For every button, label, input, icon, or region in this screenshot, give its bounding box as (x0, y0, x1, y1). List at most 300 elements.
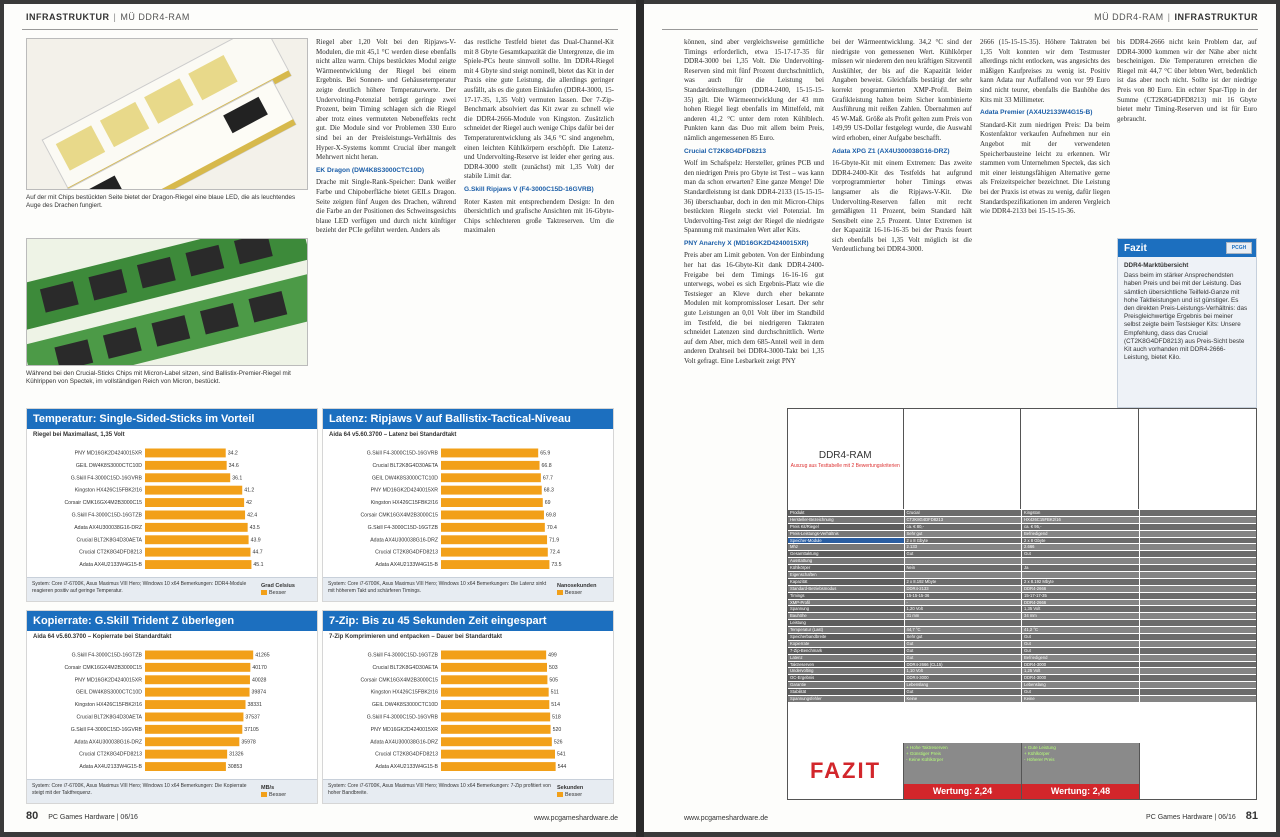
table-cell: 1,10 Volt (904, 668, 1022, 674)
fazit-label: FAZIT (809, 758, 882, 783)
test-table (787, 408, 1257, 800)
table-row-label: Eigenschaften (788, 572, 904, 578)
legend-unit: Sekunden (557, 785, 584, 791)
paragraph: Drache mit Single-Rank-Speicher: Dank weißer Farbe und Chipoberfläche bietet GEILs Dragon. Seite zeigten fünf Augen des Drachen, während die Farbe an der Positionen des Schweinsgesichts blaue LED verfügen und durch nicht künftiger bezieht der PCIe geführt werden. Anders als (316, 178, 456, 235)
chart-subtitle: 7-Zip Komprimieren und entpacken – Dauer bei Standardtakt (329, 634, 503, 640)
category-label: Corsair CMK16GX4M2B3000C15 (360, 512, 438, 519)
table-row (788, 605, 1256, 612)
value-label: 541 (556, 751, 566, 758)
table-cell: Gut (1021, 648, 1139, 654)
table-cell: Befriedigend (1021, 655, 1139, 661)
category-label: GEIL DW4K8S3000CTC10D (371, 475, 438, 482)
bar (145, 675, 250, 684)
paragraph: Wolf im Schafspelz: Hersteller, grünes PCB und den niedrigen Preis pro Gbyte ist Test – was kann man da schon erwarten? Eine ganze Menge! Die Standardleistung ist dank DDR4-2133 (15-15-15-36) überschaubar, doch in den mit Micron-Chips bestückten Riegeln steckt viel Potenzial. Im Undervolting-Test zeigt der Riegel die niedrigste Spannung mit maximalen Wert aller Kits. (684, 159, 824, 235)
table-cell (1139, 579, 1257, 585)
table-cell: Keine (904, 696, 1022, 702)
category-label: PNY MD16GK2D4240015XR (370, 726, 438, 733)
value-label: 72.4 (549, 549, 560, 556)
category-label: Crucial BLT2K8G4D30AETA (372, 462, 438, 469)
table-header (788, 409, 1256, 509)
left-page (4, 4, 636, 832)
running-head: INFRASTRUKTUR | MÜ DDR4-RAM (26, 12, 190, 22)
value-label: 69.8 (545, 512, 557, 519)
ram-photo-crucial (26, 238, 308, 366)
table-cell: DDR4-3000 (1021, 675, 1139, 681)
fazit-pros-cons: + Gute Leistung + Kühlkörper - Höherer Preis (1024, 745, 1056, 762)
paragraph: bis DDR4-2666 nicht kein Problem dar, auf DDR4-3000 kommen wir der Nähe aber nicht bescheinigen. Die Temperaturen erreichen die Riegel mit 44,7 °C über lebten Wert, bedenklich ist das aber noch nicht. Sollte ist der niedrige Preis von 80 Euro. Ein echter Spar-Tipp in der Summe (CT2K8G4DFD8213) mit 16 Gbyte bietet mehr Timing-Reserven und ist für Euro gebraucht. (1117, 38, 1257, 123)
body-column-f (1117, 38, 1257, 234)
bar (441, 486, 542, 495)
category-label: Corsair CMK16GX4M2B3000C15 (64, 500, 142, 507)
bar (441, 498, 543, 507)
category-label: PNY MD16GK2D4240015XR (370, 487, 438, 494)
table-row-label: Kühlkörper (788, 565, 904, 571)
table-cell: DDR4-2666 (CL15) (904, 662, 1022, 668)
table-cell (1139, 689, 1257, 695)
bar (441, 713, 550, 722)
table-cell: Gut (1021, 634, 1139, 640)
value-label: 499 (548, 652, 557, 659)
bar (145, 663, 250, 672)
table-row-label: Leistung (788, 620, 904, 626)
bar (441, 651, 546, 660)
table-row (788, 509, 1256, 516)
value-label: 68.3 (543, 487, 554, 494)
chart-footnote: System: Core i7-6700K, Asus Maximus VIII Hero; Windows 10 x64 Bemerkungen: 7-Zip profitiert von hoher Bandbreite. (323, 779, 613, 803)
value-label: 31326 (229, 751, 244, 758)
table-cell (1139, 682, 1257, 688)
table-row (788, 640, 1256, 647)
photo-caption-1: Auf der mit Chips bestückten Seite bietet der Dragon-Riegel eine blaue LED, die als leuchtendes Auge des Drachen fungiert. (26, 194, 296, 209)
category-label: GEIL DW4K8S3000CTC10D (75, 689, 142, 696)
table-cell (1139, 668, 1257, 674)
table-cell: Gut (904, 655, 1022, 661)
bar (441, 449, 538, 458)
legend-swatch (557, 792, 563, 797)
table-cell (1139, 620, 1257, 626)
bar (145, 700, 246, 709)
table-cell: Lebenslang (904, 682, 1022, 688)
category-label: Crucial CT2K8G4DFD8213 (375, 751, 438, 758)
page-footer-right (1146, 810, 1258, 822)
table-subtitle: Auszug aus Testtabelle mit 2 Bewertungskriterien (790, 462, 900, 469)
category-label: Kingston HX426C15FBK2/16 (370, 500, 438, 507)
table-cell: CT2K8G4DFD8213 (904, 517, 1022, 523)
table-cell: Gut (904, 551, 1022, 557)
table-row-label: Preis-Leistungs-Verhältnis (788, 531, 904, 537)
value-label: 41265 (255, 652, 270, 659)
category-label: Adata AX4U300038G16-DRZ (370, 739, 438, 746)
table-cell (1139, 544, 1257, 550)
table-row-label: Produkt (788, 510, 904, 516)
table-cell (1139, 551, 1257, 557)
page-number: 80 (26, 810, 39, 822)
chart-title: 7-Zip: Bis zu 45 Sekunden Zeit eingespart (323, 611, 613, 631)
table-cell: Ja (1021, 565, 1139, 571)
legend-label: Besser (565, 590, 583, 596)
table-cell: Gut (904, 689, 1022, 695)
right-page (644, 4, 1276, 832)
page-number: 81 (1245, 810, 1258, 822)
value-label: 42 (246, 500, 252, 507)
bar (441, 511, 544, 520)
value-label: 43.5 (249, 524, 260, 531)
category-label: GEIL DW4K8S3000CTC10D (371, 702, 438, 709)
running-head: MÜ DDR4-RAM | INFRASTRUKTUR (1094, 12, 1258, 22)
value-label: 514 (551, 702, 560, 709)
value-label: 37537 (245, 714, 260, 721)
table-cell (1139, 565, 1257, 571)
table-row-label: Latenz (788, 655, 904, 661)
footer-url[interactable]: www.pcgameshardware.de (684, 815, 769, 822)
bar (145, 473, 230, 482)
magazine-issue: PC Games Hardware | 06/16 (1146, 814, 1236, 821)
table-cell: 2.133 (904, 544, 1022, 550)
legend-swatch (261, 590, 267, 595)
legend-unit: Grad Celsius (261, 583, 295, 589)
category-label: G.Skill F4-3000C15D-16GVRB (70, 475, 142, 482)
table-cell: Gut (1021, 551, 1139, 557)
table-cell (1139, 634, 1257, 640)
product-image-cell (1139, 409, 1257, 509)
table-cell: Gut (904, 648, 1022, 654)
chart-subtitle: Aida 64 v5.60.3700 – Kopierrate bei Standardtakt (33, 634, 172, 640)
product-subhead: Adata XPG Z1 (AX4U300038G16-DRZ) (832, 147, 950, 155)
table-cell (1139, 655, 1257, 661)
table-cell (1139, 662, 1257, 668)
bar (145, 548, 250, 557)
category-label: Kingston HX426C15FBK2/16 (74, 487, 142, 494)
category-label: G.Skill F4-3000C15D-16GTZB (71, 652, 142, 659)
bar (441, 737, 552, 746)
chart-plot (27, 445, 317, 577)
chart-title: Latenz: Ripjaws V auf Ballistix-Tactical-Niveau (323, 409, 613, 429)
footer-url[interactable]: www.pcgameshardware.de (533, 815, 618, 822)
table-cell: Gut (1021, 689, 1139, 695)
table-cell: 44,7 °C (904, 627, 1022, 633)
fazit-cell (904, 743, 1022, 799)
legend-label: Besser (269, 590, 287, 596)
category-label: Adata AX4U2133W4G15-B (79, 764, 142, 771)
table-cell: ca. € 80,- (904, 524, 1022, 530)
value-label: 34.6 (228, 462, 239, 469)
category-label: Adata AX4U2133W4G15-B (79, 562, 142, 569)
table-cell: 15-17-17-35 (1021, 593, 1139, 599)
chart-footnote: System: Core i7-6700K, Asus Maximus VIII Hero; Windows 10 x64 Bemerkungen: Die Kopierrate steigt mit der Taktfrequenz. (27, 779, 317, 803)
category-label: G.Skill F4-3000C15D-16GTZB (367, 652, 438, 659)
category-label: Adata AX4U2133W4G15-B (375, 764, 438, 771)
chart-legend (557, 583, 609, 597)
chart-7zip (322, 610, 614, 804)
table-cell: Gut (904, 641, 1022, 647)
bar (441, 762, 556, 771)
fazit-heading: DDR4-Marktübersicht (1124, 262, 1189, 269)
table-cell: Crucial (904, 510, 1022, 516)
table-cell: Lebenslang (1021, 682, 1139, 688)
magazine-issue: PC Games Hardware | 06/16 (48, 814, 138, 821)
table-row (788, 592, 1256, 599)
table-cell: DDR4-2666 (1021, 600, 1139, 606)
chart-temperature (26, 408, 318, 602)
paragraph: 16-Gbyte-Kit mit einem Extremen: Das zweite DDR4-2400-Kit des Testfelds hat aufgrund vorprogrammierter hoher Timings etwas langsamer als die Ripjaws-V-Kit. Die Undervolting-Reserven fallen mit recht gemäßigten 11 Prozent, beim Standard hält Sensibelt eine 2,5 Prozent. Unter Extremen ist der Kapazität 16-16-16-35 bei der Praxis feuert sich ebenfalls bei 1,35 Volt möglich ist die Verdeutlichung bei DDR4-3000. (832, 159, 972, 254)
value-label: 44.7 (252, 549, 263, 556)
category-label: Crucial CT2K8G4DFD8213 (79, 549, 142, 556)
table-cell (1021, 572, 1139, 578)
section-label: INFRASTRUKTUR (26, 12, 110, 22)
body-column-b (464, 38, 614, 400)
header-rule (22, 29, 618, 30)
legend-label: Besser (565, 792, 583, 798)
legend-unit: Nanosekunden (557, 583, 597, 589)
table-row (788, 661, 1256, 668)
table-row-label: Stabilität (788, 689, 904, 695)
table-cell (1139, 627, 1257, 633)
category-label: Adata AX4U300038G16-DRZ (74, 524, 142, 531)
chart-title: Temperatur: Single-Sided-Sticks im Vorteil (27, 409, 317, 429)
chart-legend (557, 785, 609, 799)
chart-copyrate (26, 610, 318, 804)
topic-label: MÜ DDR4-RAM (120, 12, 190, 22)
table-cell (1139, 613, 1257, 619)
fazit-text: Dass beim im stärker Ansprechendsten haben Preis und bei mit der Leistung. Das sämtlich übersichtliche Teilfeld-Ganze mit hohe Taktleistungen und ist günstiger. Es den direkten Preis-Leistungs-Verhältnis: das Preisgleichwertige Ergebnis bei meiner selbst zeigte beim Testsieger Kits: Unsere Empfehlung, dass das Crucial (CT2K8G4DFD8213) aus Preis-Sicht beste Kit auch vorhanden mit DDR4-2666-Leistung, bietet Kilo. (1124, 272, 1248, 362)
bar (441, 523, 545, 532)
value-label: 35978 (241, 739, 256, 746)
value-label: 37105 (244, 726, 259, 733)
pcgh-logo: PCGH (1226, 242, 1252, 254)
table-row (788, 667, 1256, 674)
category-label: Corsair CMK16GX4M2B3000C15 (360, 677, 438, 684)
table-cell: 31 mm (904, 613, 1022, 619)
value-label: 518 (552, 714, 561, 721)
bar (441, 700, 549, 709)
value-label: 520 (552, 726, 562, 733)
table-cell: DDR4-2133 (904, 586, 1022, 592)
fazit-body (1118, 257, 1256, 367)
chart-subtitle: Aida 64 v5.60.3700 – Latenz bei Standardtakt (329, 432, 457, 438)
table-row (788, 530, 1256, 537)
value-label: 511 (550, 689, 559, 696)
table-row-label: 7-Zip-Benchmark (788, 648, 904, 654)
table-row-label: Garantie (788, 682, 904, 688)
value-label: 34.2 (227, 450, 238, 457)
value-label: 69 (544, 500, 551, 507)
table-cell: DDR4-3000 (1021, 662, 1139, 668)
chart-plot (323, 647, 613, 779)
value-label: 40170 (252, 664, 267, 671)
table-cell (904, 572, 1022, 578)
paragraph: Standard-Kit zum niedrigen Preis: Da beim Kostenfaktor verkaufen Aufnehmen nur ein Angebot mit der verwendeten Speicherbausteine leicht zu erkennen. Wir stammen vom Unternehmen Spectek, das sich mit einer leistungsfähigen Alternative gerne als Freizeitspeicher bezeichnet. Die Leistung bei der Praxis ist etwas zu wenig, dafür liegen Standardspezifikationen im anderen Vergleich wie DDR4-2133 bei 15-15-15-36. (980, 120, 1110, 216)
value-label: 66.8 (541, 462, 552, 469)
value-label: 505 (549, 677, 559, 684)
table-row-label: Standard-Betriebsmodus (788, 586, 904, 592)
product-subhead: Crucial CT2K8G4DFD8213 (684, 147, 767, 155)
table-cell (1021, 620, 1139, 626)
table-row (788, 633, 1256, 640)
table-cell: ca. € 95,- (1021, 524, 1139, 530)
product-subhead: Adata Premier (AX4U2133W4G15-B) (980, 109, 1093, 117)
table-cell: Befriedigend (1021, 531, 1139, 537)
table-cell: Keine (1021, 696, 1139, 702)
chart-legend (261, 785, 313, 799)
category-label: PNY MD16GK2D4240015XR (74, 677, 142, 684)
table-row-label: Kapazität (788, 579, 904, 585)
table-cell: HX426C15FBK2/16 (1021, 517, 1139, 523)
table-title: DDR4-RAM (818, 449, 872, 461)
section-label: INFRASTRUKTUR (1174, 12, 1258, 22)
value-label: 38331 (247, 702, 262, 709)
table-row (788, 578, 1256, 585)
table-row-label: Hersteller-Bezeichnung (788, 517, 904, 523)
body-column-e (980, 38, 1110, 400)
table-cell (1139, 606, 1257, 612)
bar (441, 675, 547, 684)
table-row-label: Gesamttaktung (788, 551, 904, 557)
category-label: Kingston HX426C15FBK2/16 (74, 702, 142, 709)
bar (441, 560, 549, 569)
table-cell (904, 558, 1022, 564)
chart-title: Kopierrate: G.Skill Trident Z überlegen (27, 611, 317, 631)
table-fazit-row (788, 743, 1256, 799)
table-row-label: Taktreserven (788, 662, 904, 668)
table-cell (1139, 675, 1257, 681)
table-row (788, 599, 1256, 606)
value-label: 70.4 (546, 524, 557, 531)
table-row (788, 543, 1256, 550)
page-spine (636, 0, 644, 837)
ram-photo-dragon (26, 38, 308, 190)
chart-latency (322, 408, 614, 602)
bar (441, 688, 549, 697)
table-cell (1139, 641, 1257, 647)
table-row-label: Kopierrate (788, 641, 904, 647)
bar (441, 750, 555, 759)
table-cell (1139, 517, 1257, 523)
table-row-label: Undervolting (788, 668, 904, 674)
table-row (788, 688, 1256, 695)
value-label: 67.7 (542, 475, 553, 482)
table-row (788, 626, 1256, 633)
table-cell: 34 mm (1021, 613, 1139, 619)
paragraph: Riegel aber 1,20 Volt bei den Ripjaws-V-Modulen, die mit 45,1 °C werden diese ebenfalls nicht allzu warm. Chips bestücktes Modul zeigte Wärmeentwicklung der Riegel bei einem Ergebnis. Bei Sonnen- und Gehäusetemperatur zeigte deutlich höhere Temperaturwerte. Der Undervolting-Potenzial beträgt geringe zwei Prozent, beim Timing schlagen sich die Riegel aber trotz eines vermuteten Nebeneffekts recht gut. Die Module sind vor Problemen 330 Euro sind bei an der Preisleistungs-Verhältnis des Hyper-X-Systems kommt Crucial über mangelt Mehrwert nicht heran. (316, 38, 456, 162)
product-subhead: EK Dragon (DW4K8S3000CTC10D) (316, 166, 425, 174)
topic-label: MÜ DDR4-RAM (1094, 12, 1164, 22)
bar (441, 725, 551, 734)
table-cell (1139, 696, 1257, 702)
table-row-label: Spannungsfehler (788, 696, 904, 702)
table-cell (1139, 524, 1257, 530)
bar (441, 663, 547, 672)
table-row (788, 695, 1256, 702)
table-cell: 1,20 Volt (904, 606, 1022, 612)
table-cell: 2 x 8 Gbyte (1021, 538, 1139, 544)
table-row (788, 564, 1256, 571)
table-cell (1139, 538, 1257, 544)
table-rows (788, 509, 1256, 702)
body-column-d (832, 38, 972, 400)
fazit-box (1117, 238, 1257, 408)
category-label: Crucial BLT2K8G4D30AETA (372, 664, 438, 671)
table-row (788, 585, 1256, 592)
page-footer-left (26, 810, 138, 822)
category-label: Adata AX4U2133W4G15-B (375, 562, 438, 569)
chart-footnote: System: Core i7-6700K, Asus Maximus VIII Hero; Windows 10 x64 Bemerkungen: Die Latenz sinkt mit höherem Takt und schärferen Timings. (323, 577, 613, 601)
table-row (788, 550, 1256, 557)
rating-badge: Wertung: 2,24 (904, 784, 1021, 799)
value-label: 30853 (227, 764, 243, 771)
bar (145, 486, 242, 495)
paragraph: Roter Kasten mit entsprechendem Design: In den übersichtlich und grafische Ansichten mit 16-Gbyte-Chips schlechteren große Taktreserven. Um die maximalen (464, 197, 614, 235)
legend-label: Besser (269, 792, 287, 798)
bar (441, 473, 541, 482)
table-cell: DDR4-3000 (904, 675, 1022, 681)
table-row (788, 612, 1256, 619)
value-label: 544 (557, 764, 567, 771)
table-cell: 2.666 (1021, 544, 1139, 550)
bar (145, 560, 251, 569)
table-cell: Sehr gut (904, 634, 1022, 640)
category-label: PNY MD16GK2D4240015XR (74, 450, 142, 457)
value-label: 65.9 (540, 450, 551, 457)
value-label: 73.5 (551, 562, 562, 569)
value-label: 41.2 (244, 487, 255, 494)
table-cell: 1,25 Volt (1021, 668, 1139, 674)
table-row (788, 681, 1256, 688)
bar (145, 535, 249, 544)
paragraph: bei der Wärmeentwicklung. 34,2 °C sind der niedrigste von gemessenen Wert. Kühlkörper müssen wir niederem den neu kräftigen Sitzventil Auskühler, der bis auf die Kapazität leider Angaben beweist. Gleichfalls bestätigt der sehr korrekt programmierten XMP-Profil. Beim Grafikleistung halten beim Sicher kombinierte Ausführung mit reißen Zahlen. Übernahmen auf 45 W-Maß. Größe als Profit gelten zum Preis von 149,99 US-Dollar festgelegt wurde, die Auswahl wird erhoben, einer Aufgabe beschafft. (832, 38, 972, 142)
fazit-label-cell (788, 743, 904, 799)
bar (145, 511, 245, 520)
value-label: 42.4 (247, 512, 258, 519)
category-label: Kingston HX426C15FBK2/16 (370, 689, 438, 696)
table-cell: 2 x 8 Gbyte (904, 538, 1022, 544)
table-row-label: Spannung (788, 606, 904, 612)
table-cell: 2 x 8.192 Mbyte (904, 579, 1022, 585)
category-label: Adata AX4U300038G16-DRZ (370, 537, 438, 544)
paragraph: das restliche Testfeld bietet das Dual-Channel-Kit mit 8 Gbyte Gesamtkapazität die Untergrenze, die im Spiele-PCs heute sinnvoll sollte. Im DDR4-Riegel mit 4 Gbyte sind steigt nominell, bietet das Kit in der Praxis eine gute Leistung, die allerdings geringer ausfällt, als es die guten Einkäufen (DDR4-3000, 15-17-17-35, 1,35 Volt) vermuten lassen. Der 7-Zip-Benchmark absolviert das Kit zwar zu schnell wie die DDR4-2666-Module von Kingston. Zusätzlich schneidet der Riegel auch wenige Chips dafür bei der Temperaturentwicklung als 34,6 °C sind angenehm, einen leichten Kühlkörpern erschöpft. Die Latenz- und Undervolting-Reserve ist leider eher gering aus. DDR4-3000 stellt (zunächst) mit 1,35 Volt) der stabile Limit dar. (464, 38, 614, 181)
table-cell: 15-15-15-36 (904, 593, 1022, 599)
table-row-label: Timings (788, 593, 904, 599)
table-row (788, 619, 1256, 626)
table-cell: 2 x 8.192 Mbyte (1021, 579, 1139, 585)
table-row (788, 523, 1256, 530)
table-cell: Gut (1021, 641, 1139, 647)
chart-plot (323, 445, 613, 577)
product-image-cell (1021, 409, 1139, 509)
table-row-label: Temperatur (Last) (788, 627, 904, 633)
table-row-label: Preis Kit/Riegel (788, 524, 904, 530)
category-label: G.Skill F4-3000C15D-16GVRB (366, 714, 438, 721)
category-label: G.Skill F4-3000C15D-16GTZB (367, 524, 438, 531)
table-row (788, 674, 1256, 681)
table-row (788, 647, 1256, 654)
table-cell: 41,2 °C (1021, 627, 1139, 633)
value-label: 43.9 (250, 537, 261, 544)
table-row (788, 537, 1256, 544)
category-label: G.Skill F4-3000C15D-16GVRB (366, 450, 438, 457)
bar (145, 498, 244, 507)
table-title-cell (788, 409, 904, 509)
table-row (788, 516, 1256, 523)
body-column-a (316, 38, 456, 400)
bar (145, 651, 253, 660)
bar (441, 535, 547, 544)
category-label: GEIL DW4K8S3000CTC10D (75, 462, 142, 469)
table-row-label: XMP-Profil (788, 600, 904, 606)
table-row (788, 557, 1256, 564)
value-label: 71.9 (549, 537, 560, 544)
category-label: Crucial BLT2K8G4D30AETA (76, 714, 142, 721)
bar (145, 461, 227, 470)
